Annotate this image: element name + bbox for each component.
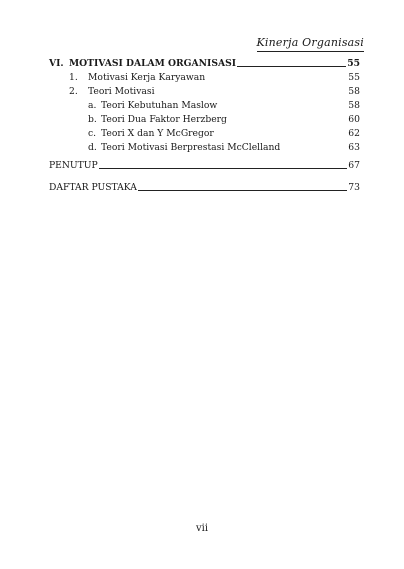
toc-subitem-d — [88, 142, 360, 153]
toc-item-page: 58 — [348, 86, 360, 97]
toc-subitem-c — [88, 128, 360, 139]
toc-item-number: 1. — [69, 72, 78, 83]
toc-item-2 — [69, 86, 360, 97]
toc-subitem-number: b. — [88, 114, 97, 125]
toc-chapter-vi — [49, 58, 360, 69]
toc-item-1 — [69, 72, 360, 83]
toc-daftar-pustaka — [49, 182, 360, 193]
running-header: Kinerja Organisasi — [257, 36, 365, 52]
toc-penutup — [49, 160, 360, 171]
toc-penutup-page: 67 — [348, 160, 360, 171]
toc-penutup-title: PENUTUP — [49, 160, 98, 171]
toc-item-title: Teori Motivasi — [88, 86, 155, 97]
toc-subitem-page: 58 — [348, 100, 360, 111]
toc-daftar-pustaka-title: DAFTAR PUSTAKA — [49, 182, 137, 193]
toc-subitem-page: 60 — [348, 114, 360, 125]
toc-chapter-title: MOTIVASI DALAM ORGANISASI — [69, 58, 237, 69]
toc-daftar-pustaka-page: 73 — [348, 182, 360, 193]
toc-subitem-title: Teori Dua Faktor Herzberg — [101, 114, 227, 125]
toc-leader — [138, 190, 347, 191]
toc-subitem-number: c. — [88, 128, 97, 139]
toc-subitem-title: Teori X dan Y McGregor — [101, 128, 214, 139]
toc-subitem-title: Teori Kebutuhan Maslow — [101, 100, 218, 111]
toc-subitem-a — [88, 100, 360, 111]
toc-subitem-number: a. — [88, 100, 97, 111]
toc-leader — [237, 66, 346, 67]
page-number: vii — [195, 523, 209, 534]
toc-chapter-number: VI. — [49, 58, 64, 69]
toc-item-page: 55 — [348, 72, 360, 83]
toc-subitem-b — [88, 114, 360, 125]
toc-subitem-title: Teori Motivasi Berprestasi McClelland — [101, 142, 281, 153]
toc-chapter-page: 55 — [347, 58, 360, 69]
toc-subitem-number: d. — [88, 142, 97, 153]
toc-subitem-page: 62 — [348, 128, 360, 139]
toc-subitem-page: 63 — [348, 142, 360, 153]
toc-item-title: Motivasi Kerja Karyawan — [88, 72, 206, 83]
toc-item-number: 2. — [69, 86, 78, 97]
toc-leader — [99, 168, 348, 169]
